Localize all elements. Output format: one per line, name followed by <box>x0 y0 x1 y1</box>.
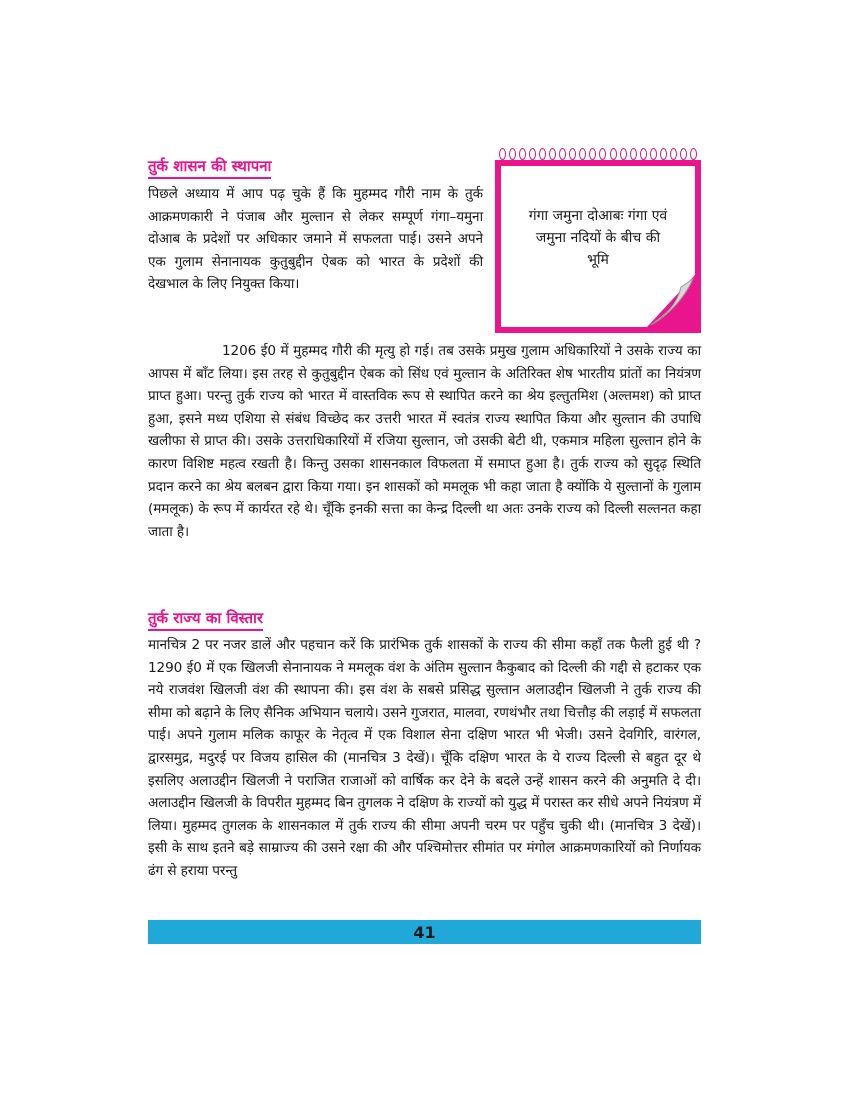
page-number: 41 <box>413 922 436 942</box>
section-heading-expansion: तुर्क राज्य का विस्तार <box>148 608 263 631</box>
section-heading-establishment: तुर्क शासन की स्थापना <box>148 156 271 179</box>
footer-bar <box>148 920 701 944</box>
page-curl-icon <box>647 275 695 327</box>
note-card <box>495 160 701 333</box>
body-paragraph-2: मानचित्र 2 पर नजर डालें और पहचान करें कि प्रारंभिक तुर्क शासकों के राज्य की सीमा कहाँ तक फैली हुई थी ? 1290 ई0 में एक खिलजी सेनानायक ने ममलूक वंश के अंतिम सुल्तान कैकुबाद को दिल्ली की गद्दी से हटाकर एक नये राजवंश खिलजी वंश की स्थापना की। इस वंश के सबसे प्रसिद्ध सुल्तान अलाउद्दीन खिलजी ने तुर्क राज्य की सीमा को बढ़ाने के लिए सैनिक अभियान चलाये। उसने गुजरात, मालवा, रणथंभौर तथा चित्तौड़ की लड़ाई में सफलता पाई। अपने गुलाम मलिक काफूर के नेतृत्व में एक विशाल सेना दक्षिण भारत भी भेजी। उसने देवगिरि, वारंगल, द्वारसमुद्र, मदुरई पर विजय हासिल की (मानचित्र 3 देखें)। चूँकि दक्षिण भारत के ये राज्य दिल्ली से बहुत दूर थे इसलिए अलाउद्दीन खिलजी ने पराजित राजाओं को वार्षिक कर देने के बदले उन्हें शासन करने की अनुमति दे दी। अलाउद्दीन खिलजी के विपरीत मुहम्मद बिन तुगलक ने दक्षिण के राज्यों को युद्ध में परास्त कर सीधे अपने नियंत्रण में लिया। मुहम्मद तुगलक के शासनकाल में तुर्क राज्य की सीमा अपनी चरम पर पहुँच चुकी थी। (मानचित्र 3 देखें)। इसी के साथ इतने बड़े साम्राज्य की उसने रक्षा की और पश्चिमोत्तर सीमांत पर मंगोल आक्रमणकारियों को निर्णायक ढंग से हराया परन्तु <box>148 637 701 879</box>
note-text: गंगा जमुना दोआबः गंगा एवं जमुना नदियों के बीच की भूमि <box>528 207 668 268</box>
intro-paragraph: पिछले अध्याय में आप पढ़ चुके हैं कि मुहम्मद गौरी नाम के तुर्क आक्रमणकारी ने पंजाब और मुल्तान से लेकर सम्पूर्ण गंगा–यमुना दोआब के प्रदेशों पर अधिकार जमाने में सफलता पाई। उसने अपने एक गुलाम सेनानायक कुतुबुद्दीन ऐबक को भारत के प्रदेशों की देखभाल के लिए नियुक्त किया। <box>148 186 483 293</box>
body-paragraph-1: 1206 ई0 में मुहम्मद गौरी की मृत्यु हो गई। तब उसके प्रमुख गुलाम अधिकारियों ने उसके राज्य का आपस में बाँट लिया। इस तरह से कुतुबुद्दीन ऐबक को सिंध एवं मुल्तान के अतिरिक्त शेष भारतीय प्रांतों का नियंत्रण प्राप्त हुआ। परन्तु तुर्क राज्य को भारत में वास्तविक रूप से स्थापित करने का श्रेय इल्तुतमिश (अल्तमश) को प्राप्त हुआ, इसने मध्य एशिया से संबंध विच्छेद कर उत्तरी भारत में स्वतंत्र राज्य स्थापित किया और सुल्तान की उपाधि खलीफा से प्राप्त की। उसके उत्तराधिकारियों में रजिया सुल्तान, जो उसकी बेटी थी, एकमात्र महिला सुल्तान होने के कारण विशिष्ट महत्व रखती है। किन्तु उसका शासनकाल विफलता में समाप्त हुआ है। तुर्क राज्य को सुदृढ़ स्थिति प्रदान करने का श्रेय बलबन द्वारा किया गया। इन शासकों को ममलूक भी कहा जाता है क्योंकि ये सुल्तानों के गुलाम (ममलूक) के रूप में कार्यरत रहे थे। चूँकि इनकी सत्ता का केन्द्र दिल्ली था अतः उनके राज्य को दिल्ली सल्तनत कहा जाता है। <box>148 343 701 540</box>
